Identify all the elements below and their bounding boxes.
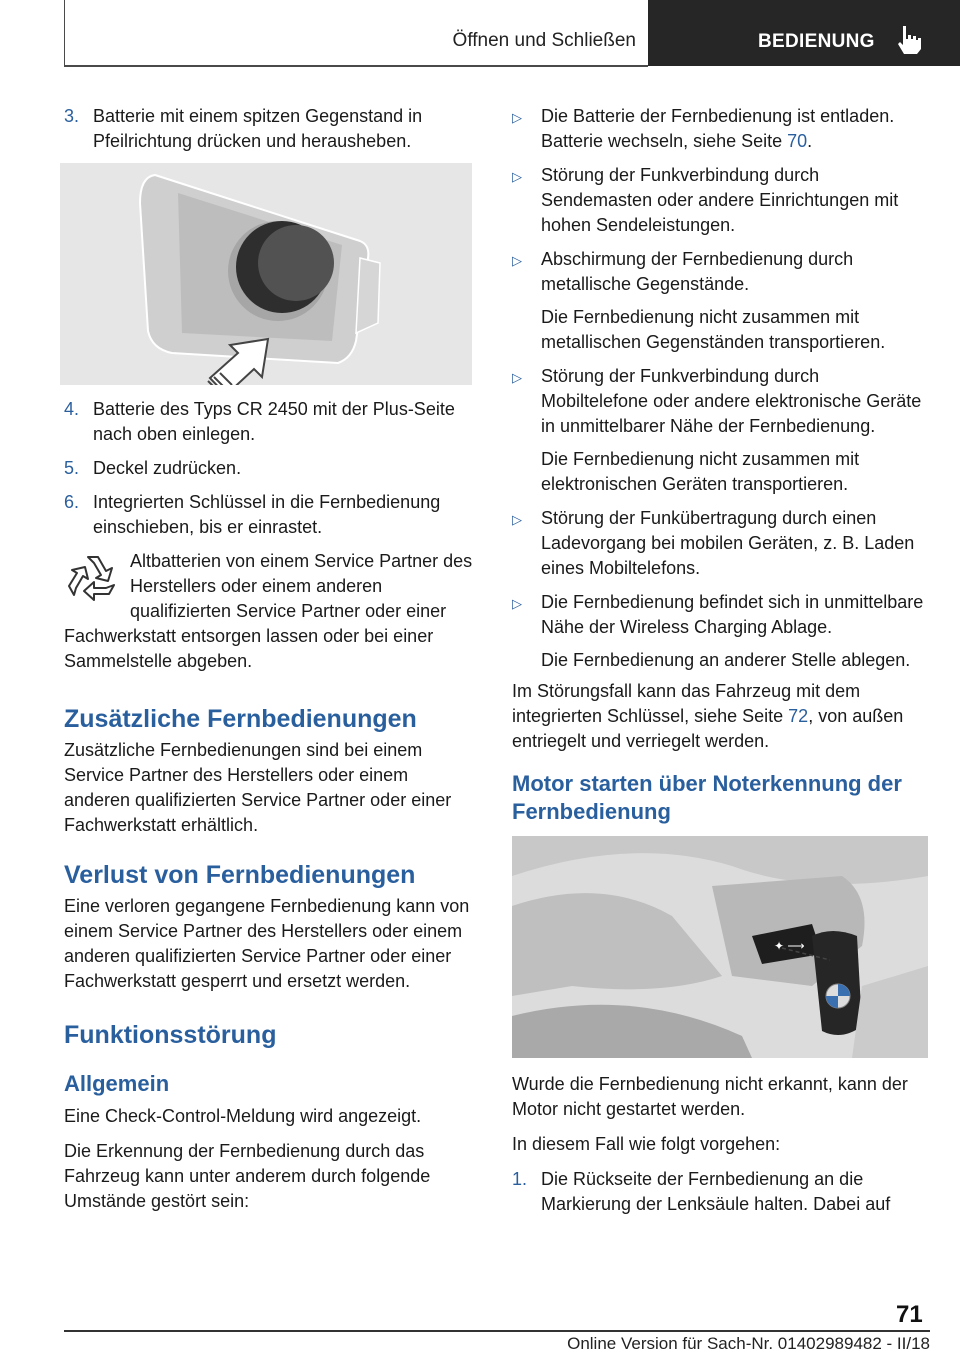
page-link-70[interactable]: 70: [787, 131, 808, 151]
bullet-text-a: Die Batterie der Fernbedienung ist entladen. Batterie wechseln, siehe Seite: [541, 106, 895, 151]
bullet-ladevorgang: [512, 506, 928, 581]
heading-verlust: Verlust von Fernbedienungen: [64, 861, 416, 889]
header-bottom-rule: [64, 65, 648, 67]
step-text: Integrierten Schlüssel in die Fernbedienung einschieben, bis er einrastet.: [93, 492, 441, 537]
steering-column-figure: [512, 836, 928, 1058]
bullet-mobiltelefone: [512, 364, 928, 439]
triangle-bullet-icon: ▷: [512, 596, 522, 611]
paragraph-zusaetzliche: Zusätzliche Fernbedienungen sind bei einem Service Partner des Herstellers oder einem anderen qualifizierten Service Partner oder einer Fachwerkstatt erhältlich.: [64, 740, 452, 835]
step-4: [64, 397, 476, 447]
step-text: Die Rückseite der Fernbedienung an die Markierung der Lenksäule halten. Dabei auf: [541, 1169, 891, 1214]
bullet-subtext: Die Fernbedienung nicht zusammen mit metallischen Gegenständen transportieren.: [541, 307, 886, 352]
step-number: 3.: [64, 106, 80, 126]
bullet-wireless-charging: [512, 590, 928, 640]
step-1: [512, 1167, 928, 1217]
bullet-subtext: Die Fernbedienung an anderer Stelle ablegen.: [541, 650, 911, 670]
paragraph-text-a: Im Störungsfall kann das Fahrzeug mit dem integrierten Schlüssel, siehe Seite: [512, 681, 861, 726]
bullet-abschirmung: [512, 247, 928, 297]
step-5: [64, 456, 476, 481]
step-3: [64, 104, 476, 154]
paragraph-in-diesem-fall: In diesem Fall wie folgt vorgehen:: [512, 1134, 781, 1154]
step-number: 5.: [64, 458, 80, 478]
triangle-bullet-icon: ▷: [512, 370, 522, 385]
recycle-note-body: Altbatterien von einem Service Partner des Herstellers oder einem anderen qualifizierten Service Partner oder einer Fachwerkstatt entsorgen lassen oder bei einer Sammelstelle abgeben.: [64, 551, 473, 671]
right-column: [512, 104, 928, 1226]
bullet-sendemasten: [512, 163, 928, 238]
heading-zusaetzliche-fernbedienungen: Zusätzliche Fernbedienungen: [64, 705, 417, 733]
paragraph-check-control: Eine Check-Control-Meldung wird angezeigt.: [64, 1106, 422, 1126]
step-number: 4.: [64, 399, 80, 419]
paragraph-stoerungsfall: [512, 679, 928, 754]
triangle-bullet-icon: ▷: [512, 169, 522, 184]
bullet-text: Störung der Funkübertragung durch einen Ladevorgang bei mobilen Geräten, z. B. Laden eines Mobiltelefons.: [541, 508, 915, 578]
step-text: Deckel zudrücken.: [93, 458, 242, 478]
step-6: [64, 490, 476, 540]
header-left-rule: [64, 0, 65, 66]
bullet-text: Störung der Funkverbindung durch Sendemasten oder andere Einrichtungen mit hohen Sendeleistungen.: [541, 165, 899, 235]
bullet-text: Die Fernbedienung befindet sich in unmittelbare Nähe der Wireless Charging Ablage.: [541, 592, 924, 637]
recycle-note: [64, 549, 476, 674]
bullet-subtext: Die Fernbedienung nicht zusammen mit elektronischen Geräten transportieren.: [541, 449, 860, 494]
heading-allgemein: Allgemein: [64, 1071, 170, 1096]
paragraph-text-b: , von außen entriegelt und verriegelt werden.: [512, 706, 904, 751]
battery-removal-figure: [60, 163, 472, 385]
step-number: 6.: [64, 492, 80, 512]
step-text: Batterie mit einem spitzen Gegenstand in Pfeilrichtung drücken und herausheben.: [93, 106, 423, 151]
bullet-text: Störung der Funkverbindung durch Mobiltelefone oder andere elektronische Geräte in unmittelbarer Nähe der Fernbedienung.: [541, 366, 922, 436]
page-link-72[interactable]: 72: [788, 706, 809, 726]
hand-pointer-icon: [894, 24, 924, 56]
paragraph-verlust: Eine verloren gegangene Fernbedienung kann von einem Service Partner des Herstellers oder einem anderen qualifizierten Service Partner oder einer Fachwerkstatt gesperrt und ersetzt werden.: [64, 896, 470, 991]
paragraph-erkennung: Die Erkennung der Fernbedienung durch das Fahrzeug kann unter anderem durch folgende Umstände gestört sein:: [64, 1141, 431, 1211]
bullet-batterie-entladen: [512, 104, 928, 154]
header-section-title: Öffnen und Schließen: [452, 30, 636, 51]
footer-online-version: Online Version für Sach-Nr. 01402989482 - II/18: [567, 1334, 930, 1353]
triangle-bullet-icon: ▷: [512, 110, 522, 125]
triangle-bullet-icon: ▷: [512, 253, 522, 268]
key-battery-illustration: [60, 163, 472, 385]
bullet-text: Abschirmung der Fernbedienung durch metallische Gegenstände.: [541, 249, 854, 294]
footer-rule: [64, 1330, 930, 1332]
triangle-bullet-icon: ▷: [512, 512, 522, 527]
bullet-text-b: .: [807, 131, 813, 151]
step-text: Batterie des Typs CR 2450 mit der Plus-Seite nach oben einlegen.: [93, 399, 455, 444]
page-number: 71: [896, 1301, 923, 1328]
paragraph-nicht-erkannt: Wurde die Fernbedienung nicht erkannt, kann der Motor nicht gestartet werden.: [512, 1074, 908, 1119]
bullet-text: [541, 104, 928, 154]
recycle-icon: [66, 553, 120, 603]
recycle-note-text: [64, 549, 476, 674]
left-column: [64, 104, 476, 1214]
steering-column-illustration: [512, 836, 928, 1058]
heading-funktionsstoerung: Funktionsstörung: [64, 1021, 277, 1049]
heading-motor-starten: Motor starten über Noterkennung der Fernbedienung: [512, 771, 902, 824]
header-tab-label: BEDIENUNG: [758, 31, 875, 52]
svg-text:✦ ⟶: ✦ ⟶: [774, 939, 805, 953]
step-number: 1.: [512, 1169, 528, 1189]
